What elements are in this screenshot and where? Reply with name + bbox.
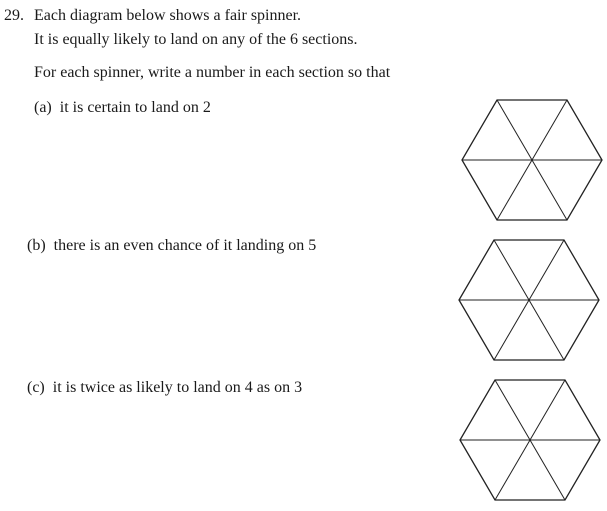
spinner-a[interactable] — [461, 99, 603, 221]
part-c — [27, 378, 302, 398]
part-a-label: (a) — [34, 99, 52, 116]
part-c-label: (c) — [27, 379, 45, 396]
part-c-text: it is twice as likely to land on 4 as on 3 — [52, 379, 303, 396]
part-a-text: it is certain to land on 2 — [59, 99, 211, 116]
part-b-label: (b) — [27, 237, 46, 254]
part-b-text: there is an even chance of it landing on 5 — [53, 237, 317, 254]
question-line-3: For each spinner, write a number in each section so that — [34, 64, 391, 81]
question-line-2: It is equally likely to land on any of the 6 sections. — [34, 31, 358, 48]
part-a — [34, 98, 211, 118]
spinner-b[interactable] — [458, 239, 600, 361]
question-line-1: Each diagram below shows a fair spinner. — [34, 7, 302, 24]
part-b — [27, 236, 316, 256]
spinner-c[interactable] — [459, 379, 601, 501]
question-number: 29. — [4, 7, 24, 24]
